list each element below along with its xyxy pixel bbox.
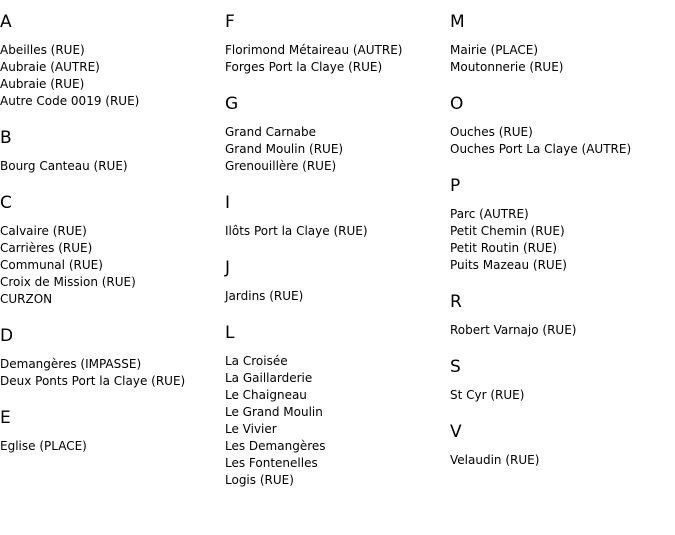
street-link-deux-ponts-port-la-claye[interactable]: Deux Ponts Port la Claye (RUE) [0,374,186,388]
street-link-les-demangeres[interactable]: Les Demangères [225,439,326,453]
street-link-puits-mazeau[interactable]: Puits Mazeau (RUE) [450,258,567,272]
letter-group-p [450,175,675,274]
letter-group-v [450,421,675,469]
street-link-mairie[interactable]: Mairie (PLACE) [450,43,539,57]
letter-group-a [0,11,225,110]
street-column-2 [225,11,450,506]
street-link-curzon[interactable]: CURZON [0,292,53,306]
street-link-le-grand-moulin[interactable]: Le Grand Moulin [225,405,323,419]
street-link-calvaire[interactable]: Calvaire (RUE) [0,224,87,238]
section-letter-o: O [450,94,464,114]
street-link-communal[interactable]: Communal (RUE) [0,258,103,272]
street-link-logis[interactable]: Logis (RUE) [225,473,294,487]
letter-group-e [0,407,225,455]
section-letter-c: C [0,193,12,213]
street-link-st-cyr[interactable]: St Cyr (RUE) [450,388,525,402]
letter-group-d [0,325,225,390]
letter-group-f [225,11,450,76]
letter-group-r [450,291,675,339]
street-link-demangeres-impasse[interactable]: Demangères (IMPASSE) [0,357,142,371]
street-link-petit-routin[interactable]: Petit Routin (RUE) [450,241,558,255]
street-link-ouches[interactable]: Ouches (RUE) [450,125,533,139]
letter-group-o [450,93,675,158]
street-link-grand-carnabe[interactable]: Grand Carnabe [225,125,317,139]
street-link-grenouillere[interactable]: Grenouillère (RUE) [225,159,337,173]
section-letter-d: D [0,326,14,346]
street-link-moutonnerie[interactable]: Moutonnerie (RUE) [450,60,564,74]
letter-group-c [0,192,225,308]
street-link-carrieres[interactable]: Carrières (RUE) [0,241,93,255]
letter-group-b [0,127,225,175]
section-letter-m: M [450,12,465,32]
section-letter-p: P [450,176,461,196]
section-letter-s: S [450,357,461,377]
section-letter-r: R [450,292,462,312]
street-column-1 [0,11,225,472]
letter-group-g [225,93,450,175]
street-link-le-chaigneau[interactable]: Le Chaigneau [225,388,307,402]
street-link-aubraie-rue[interactable]: Aubraie (RUE) [0,77,85,91]
street-column-3 [450,11,675,486]
street-link-les-fontenelles[interactable]: Les Fontenelles [225,456,318,470]
section-letter-l: L [225,323,235,343]
street-link-aubraie-autre[interactable]: Aubraie (AUTRE) [0,60,100,74]
street-link-le-vivier[interactable]: Le Vivier [225,422,277,436]
street-link-eglise[interactable]: Eglise (PLACE) [0,439,87,453]
street-link-bourg-canteau[interactable]: Bourg Canteau (RUE) [0,159,128,173]
street-link-autre-code-0019[interactable]: Autre Code 0019 (RUE) [0,94,140,108]
section-letter-f: F [225,12,235,32]
street-link-abeilles[interactable]: Abeilles (RUE) [0,43,85,57]
street-link-croix-de-mission[interactable]: Croix de Mission (RUE) [0,275,136,289]
street-link-la-gaillarderie[interactable]: La Gaillarderie [225,371,313,385]
letter-group-i [225,192,450,240]
street-link-robert-varnajo[interactable]: Robert Varnajo (RUE) [450,323,577,337]
street-link-velaudin[interactable]: Velaudin (RUE) [450,453,540,467]
section-letter-v: V [450,422,462,442]
street-link-florimond-metaireau[interactable]: Florimond Métaireau (AUTRE) [225,43,403,57]
street-link-parc[interactable]: Parc (AUTRE) [450,207,529,221]
letter-group-l [225,322,450,489]
letter-group-j [225,257,450,305]
section-letter-i: I [225,193,231,213]
street-link-forges-port-la-claye[interactable]: Forges Port la Claye (RUE) [225,60,383,74]
street-link-ouches-port-la-claye[interactable]: Ouches Port La Claye (AUTRE) [450,142,632,156]
section-letter-a: A [0,12,12,32]
street-link-la-croisee[interactable]: La Croisée [225,354,288,368]
section-letter-b: B [0,128,12,148]
section-letter-g: G [225,94,239,114]
section-letter-e: E [0,408,11,428]
street-link-petit-chemin[interactable]: Petit Chemin (RUE) [450,224,565,238]
street-link-jardins[interactable]: Jardins (RUE) [225,289,304,303]
street-link-grand-moulin[interactable]: Grand Moulin (RUE) [225,142,344,156]
letter-group-m [450,11,675,76]
street-link-ilots-port-la-claye[interactable]: Ilôts Port la Claye (RUE) [225,224,368,238]
letter-group-s [450,356,675,404]
section-letter-j: J [225,258,231,278]
